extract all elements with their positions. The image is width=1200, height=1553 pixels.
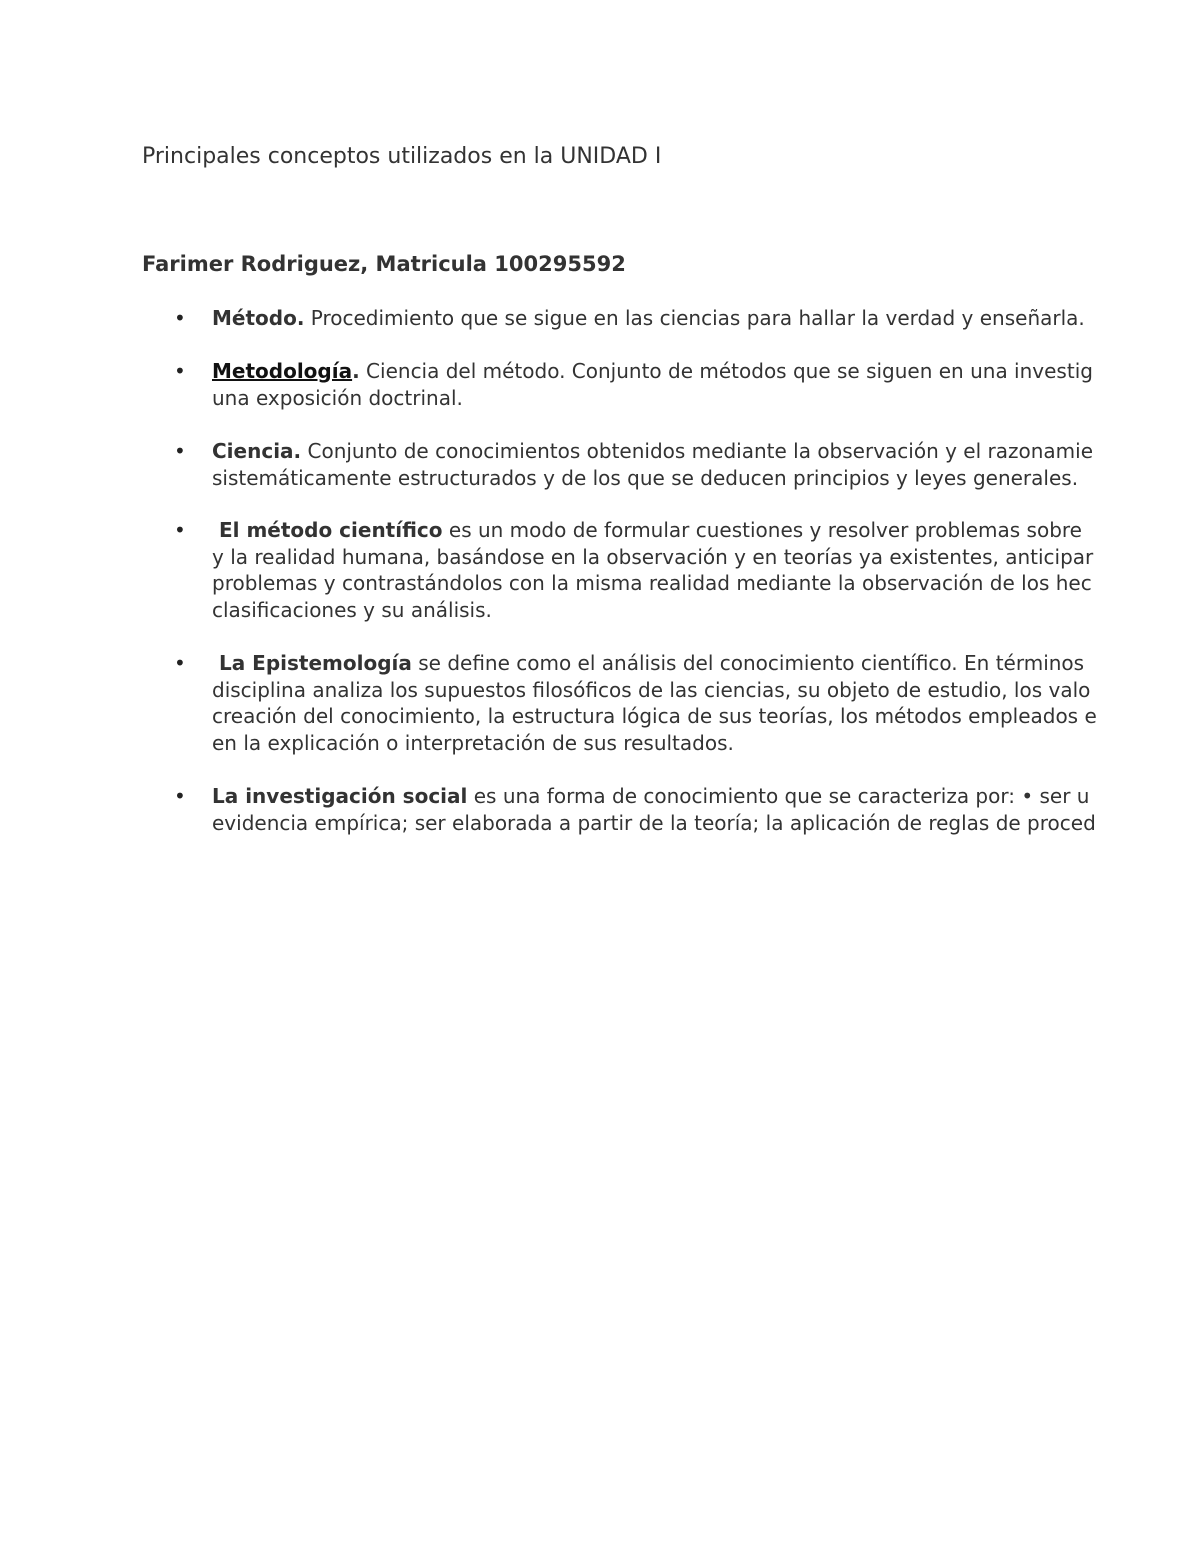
definition-text: clasificaciones y su análisis. [212,597,492,622]
bullet-icon: • [174,306,186,330]
definition-text: sistemáticamente estructurados y de los que se deducen principios y leyes generales. [212,465,1079,490]
list-item-metodo-cientifico [174,517,1200,623]
bullet-icon: • [174,359,186,383]
term-label: Método. [212,306,305,330]
list-item-epistemologia [174,650,1200,756]
list-item-investigacion-social [174,783,1200,836]
bullet-icon: • [174,439,186,463]
definition-text: creación del conocimiento, la estructura lógica de sus teorías, los métodos empleados e [212,704,1097,728]
list-item-line [212,305,1200,332]
list-item-line [212,650,1200,677]
list-item-ciencia [174,438,1200,491]
definition-text: es una forma de conocimiento que se caracteriza por: • ser u [467,784,1090,808]
definition-text: evidencia empírica; ser elaborada a partir de la teoría; la aplicación de reglas de proced [212,810,1096,835]
bullet-icon: • [174,518,186,542]
term-label: Ciencia. [212,439,302,463]
list-item-line [212,517,1200,544]
definition-text: disciplina analiza los supuestos filosóficos de las ciencias, su objeto de estudio, los valo [212,677,1091,702]
document-title: Principales conceptos utilizados en la UNIDAD I [142,144,662,169]
definition-text: en la explicación o interpretación de sus resultados. [212,730,734,755]
definition-text: y la realidad humana, basándose en la observación y en teorías ya existentes, anticipar [212,544,1094,569]
term-label: El método científico [212,518,443,542]
definition-text: se define como el análisis del conocimiento científico. En términos [411,651,1085,675]
definition-text: Conjunto de conocimientos obtenidos mediante la observación y el razonamie [301,439,1094,463]
definition-text: es un modo de formular cuestiones y resolver problemas sobre [442,518,1082,542]
definition-text: Ciencia del método. Conjunto de métodos que se siguen en una investig [359,359,1093,383]
term-label: La investigación social [212,784,468,808]
bullet-icon: • [174,784,186,808]
list-item-line [212,783,1200,810]
definition-text: Procedimiento que se sigue en las ciencias para hallar la verdad y enseñarla. [304,306,1085,330]
list-item-metodo [174,305,1200,332]
list-item-line [212,358,1200,385]
term-label: La Epistemología [212,651,412,675]
definition-text: una exposición doctrinal. [212,385,463,410]
definition-text: problemas y contrastándolos con la misma realidad mediante la observación de los hec [212,571,1092,595]
document-author: Farimer Rodriguez, Matricula 100295592 [142,252,626,276]
list-item-metodologia [174,358,1200,411]
list-item-line [212,438,1200,465]
term-label: Metodología [212,359,353,383]
bullet-icon: • [174,651,186,675]
term-suffix: . [352,359,360,383]
